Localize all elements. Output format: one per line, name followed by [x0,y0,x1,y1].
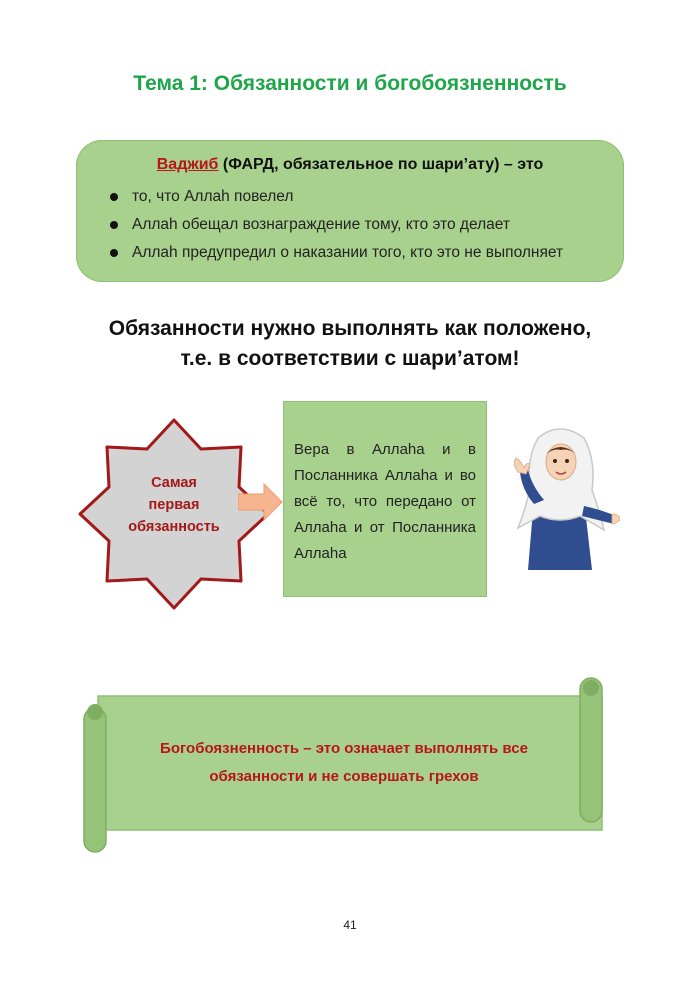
main-statement-line2: т.е. в соответствии с шари’атом! [180,347,520,370]
topic-title: Тема 1: Обязанности и богобоязненность [133,72,567,95]
definition-box [76,140,624,282]
piety-statement-line1: Богобоязненность – это означает выполнять все [160,740,528,757]
definition-item: Аллаh предупредил о наказании того, кто это не выполняет [110,242,563,270]
piety-statement-line2: обязанности и не совершать грехов [209,768,479,785]
page-number: 41 [343,918,357,932]
definition-item: то, что Аллаh повелел [110,186,563,214]
definition-heading [76,156,624,174]
girl-illustration [500,420,620,570]
main-statement [0,314,700,374]
first-duty-label-line: Самая [151,475,197,491]
first-duty-label-line: первая [148,497,200,513]
faith-box [283,401,487,597]
arrow-right-icon [238,482,284,522]
first-duty-label-line: обязанность [128,519,220,535]
definition-item: Аллаh обещал вознаграждение тому, кто это делает [110,214,563,242]
definition-term-rest: (ФАРД, обязательное по шари’ату) – это [218,156,544,173]
piety-statement [108,735,580,791]
definition-term: Ваджиб [156,156,219,173]
faith-description: Вера в Аллаhа и в Посланника Аллаhа и во всё то, что передано от Аллаhа и от Посланника Аллаhа [294,441,476,562]
main-statement-line1: Обязанности нужно выполнять как положено, [108,317,592,340]
definition-list [110,186,563,270]
